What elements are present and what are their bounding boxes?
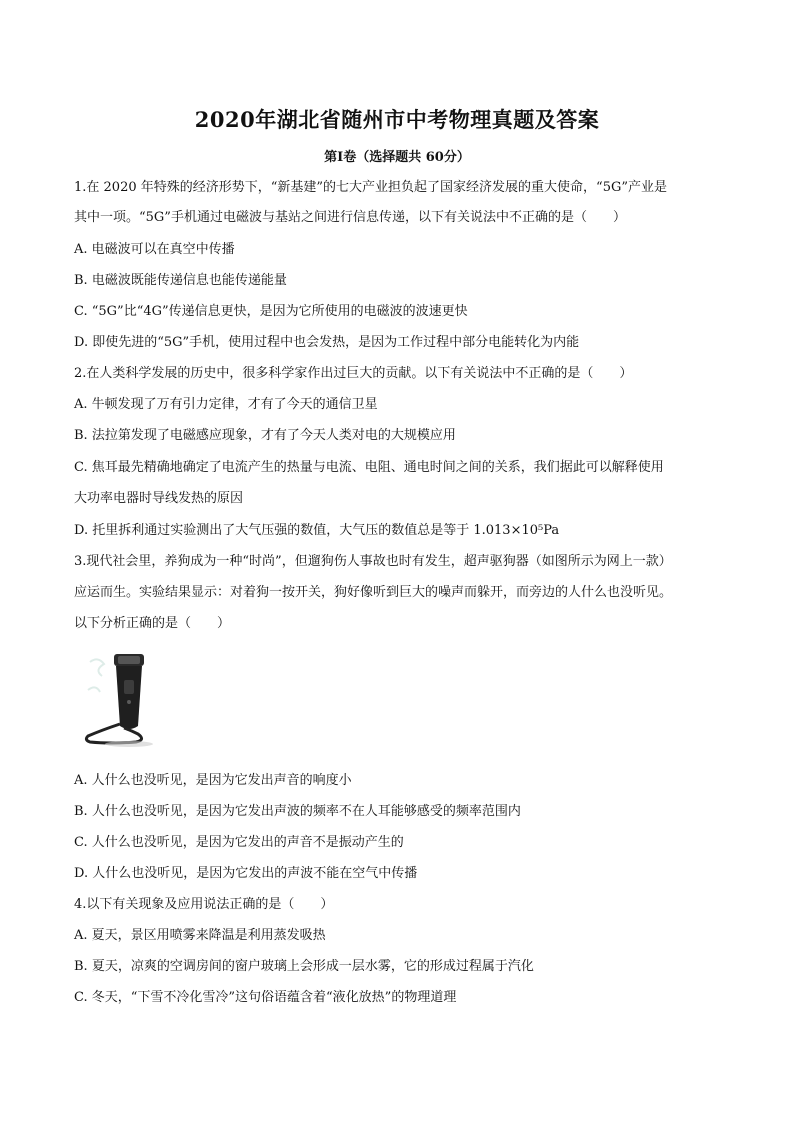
question-1-option-d: D. 即使先进的“5G”手机，使用过程中也会发热，是因为工作过程中部分电能转化为内能 xyxy=(74,335,580,350)
question-3-option-d: D. 人什么也没听见，是因为它发出的声波不能在空气中传播 xyxy=(74,866,418,881)
question-4-option-c: C. 冬天，“下雪不冷化雪冷”这句俗语蕴含着“液化放热”的物理道理 xyxy=(74,990,457,1005)
ultrasonic-dog-repeller-image xyxy=(80,650,160,750)
question-1-stem-line-2: 其中一项。“5G”手机通过电磁波与基站之间进行信息传递，以下有关说法中不正确的是（ ） xyxy=(74,210,626,225)
question-3-option-b: B. 人什么也没听见，是因为它发出声波的频率不在人耳能够感受的频率范围内 xyxy=(74,804,521,819)
question-2-option-a: A. 牛顿发现了万有引力定律，才有了今天的通信卫星 xyxy=(74,397,378,412)
question-1-option-c: C. “5G”比“4G”传递信息更快，是因为它所使用的电磁波的波速更快 xyxy=(74,304,468,319)
watermark-icon xyxy=(88,659,104,692)
page-title: 2020年湖北省随州市中考物理真题及答案 xyxy=(194,107,600,132)
question-4-stem: 4.以下有关现象及应用说法正确的是（ ） xyxy=(74,897,334,912)
section-heading: 第Ⅰ卷（选择题共 60分） xyxy=(324,150,470,165)
question-3-option-c: C. 人什么也没听见，是因为它发出的声音不是振动产生的 xyxy=(74,835,404,850)
question-3-stem-line-1: 3.现代社会里，养狗成为一种“时尚”，但遛狗伤人事故也时有发生，超声驱狗器（如图所示为网上一款） xyxy=(74,554,672,569)
device-button-icon xyxy=(124,680,134,694)
question-3-stem-line-2: 应运而生。实验结果显示：对着狗一按开关，狗好像听到巨大的噪声而躲开，而旁边的人什么也没听见。 xyxy=(74,585,673,600)
question-2-option-c-line-1: C. 焦耳最先精确地确定了电流产生的热量与电流、电阻、通电时间之间的关系，我们据此可以解释使用 xyxy=(74,460,664,475)
question-2-option-c-line-2: 大功率电器时导线发热的原因 xyxy=(74,491,244,506)
question-3-option-a: A. 人什么也没听见，是因为它发出声音的响度小 xyxy=(74,773,352,788)
question-2-stem: 2.在人类科学发展的历史中，很多科学家作出过巨大的贡献。以下有关说法中不正确的是（ ） xyxy=(74,366,633,381)
question-4-option-b: B. 夏天，凉爽的空调房间的窗户玻璃上会形成一层水雾，它的形成过程属于汽化 xyxy=(74,959,534,974)
question-1-option-a: A. 电磁波可以在真空中传播 xyxy=(74,242,235,257)
question-4-option-a: A. 夏天，景区用喷雾来降温是利用蒸发吸热 xyxy=(74,928,326,943)
question-2-option-d: D. 托里拆利通过实验测出了大气压强的数值，大气压的数值总是等于 1.013×10⁵Pa xyxy=(74,523,560,538)
question-1-stem-line-1: 1.在 2020 年特殊的经济形势下，“新基建”的七大产业担负起了国家经济发展的重大使命，“5G”产业是 xyxy=(74,180,667,195)
question-3-stem-line-3: 以下分析正确的是（ ） xyxy=(74,616,231,631)
question-1-option-b: B. 电磁波既能传递信息也能传递能量 xyxy=(74,273,287,288)
device-body-icon xyxy=(116,666,142,729)
question-2-option-b: B. 法拉第发现了电磁感应现象，才有了今天人类对电的大规模应用 xyxy=(74,428,456,443)
